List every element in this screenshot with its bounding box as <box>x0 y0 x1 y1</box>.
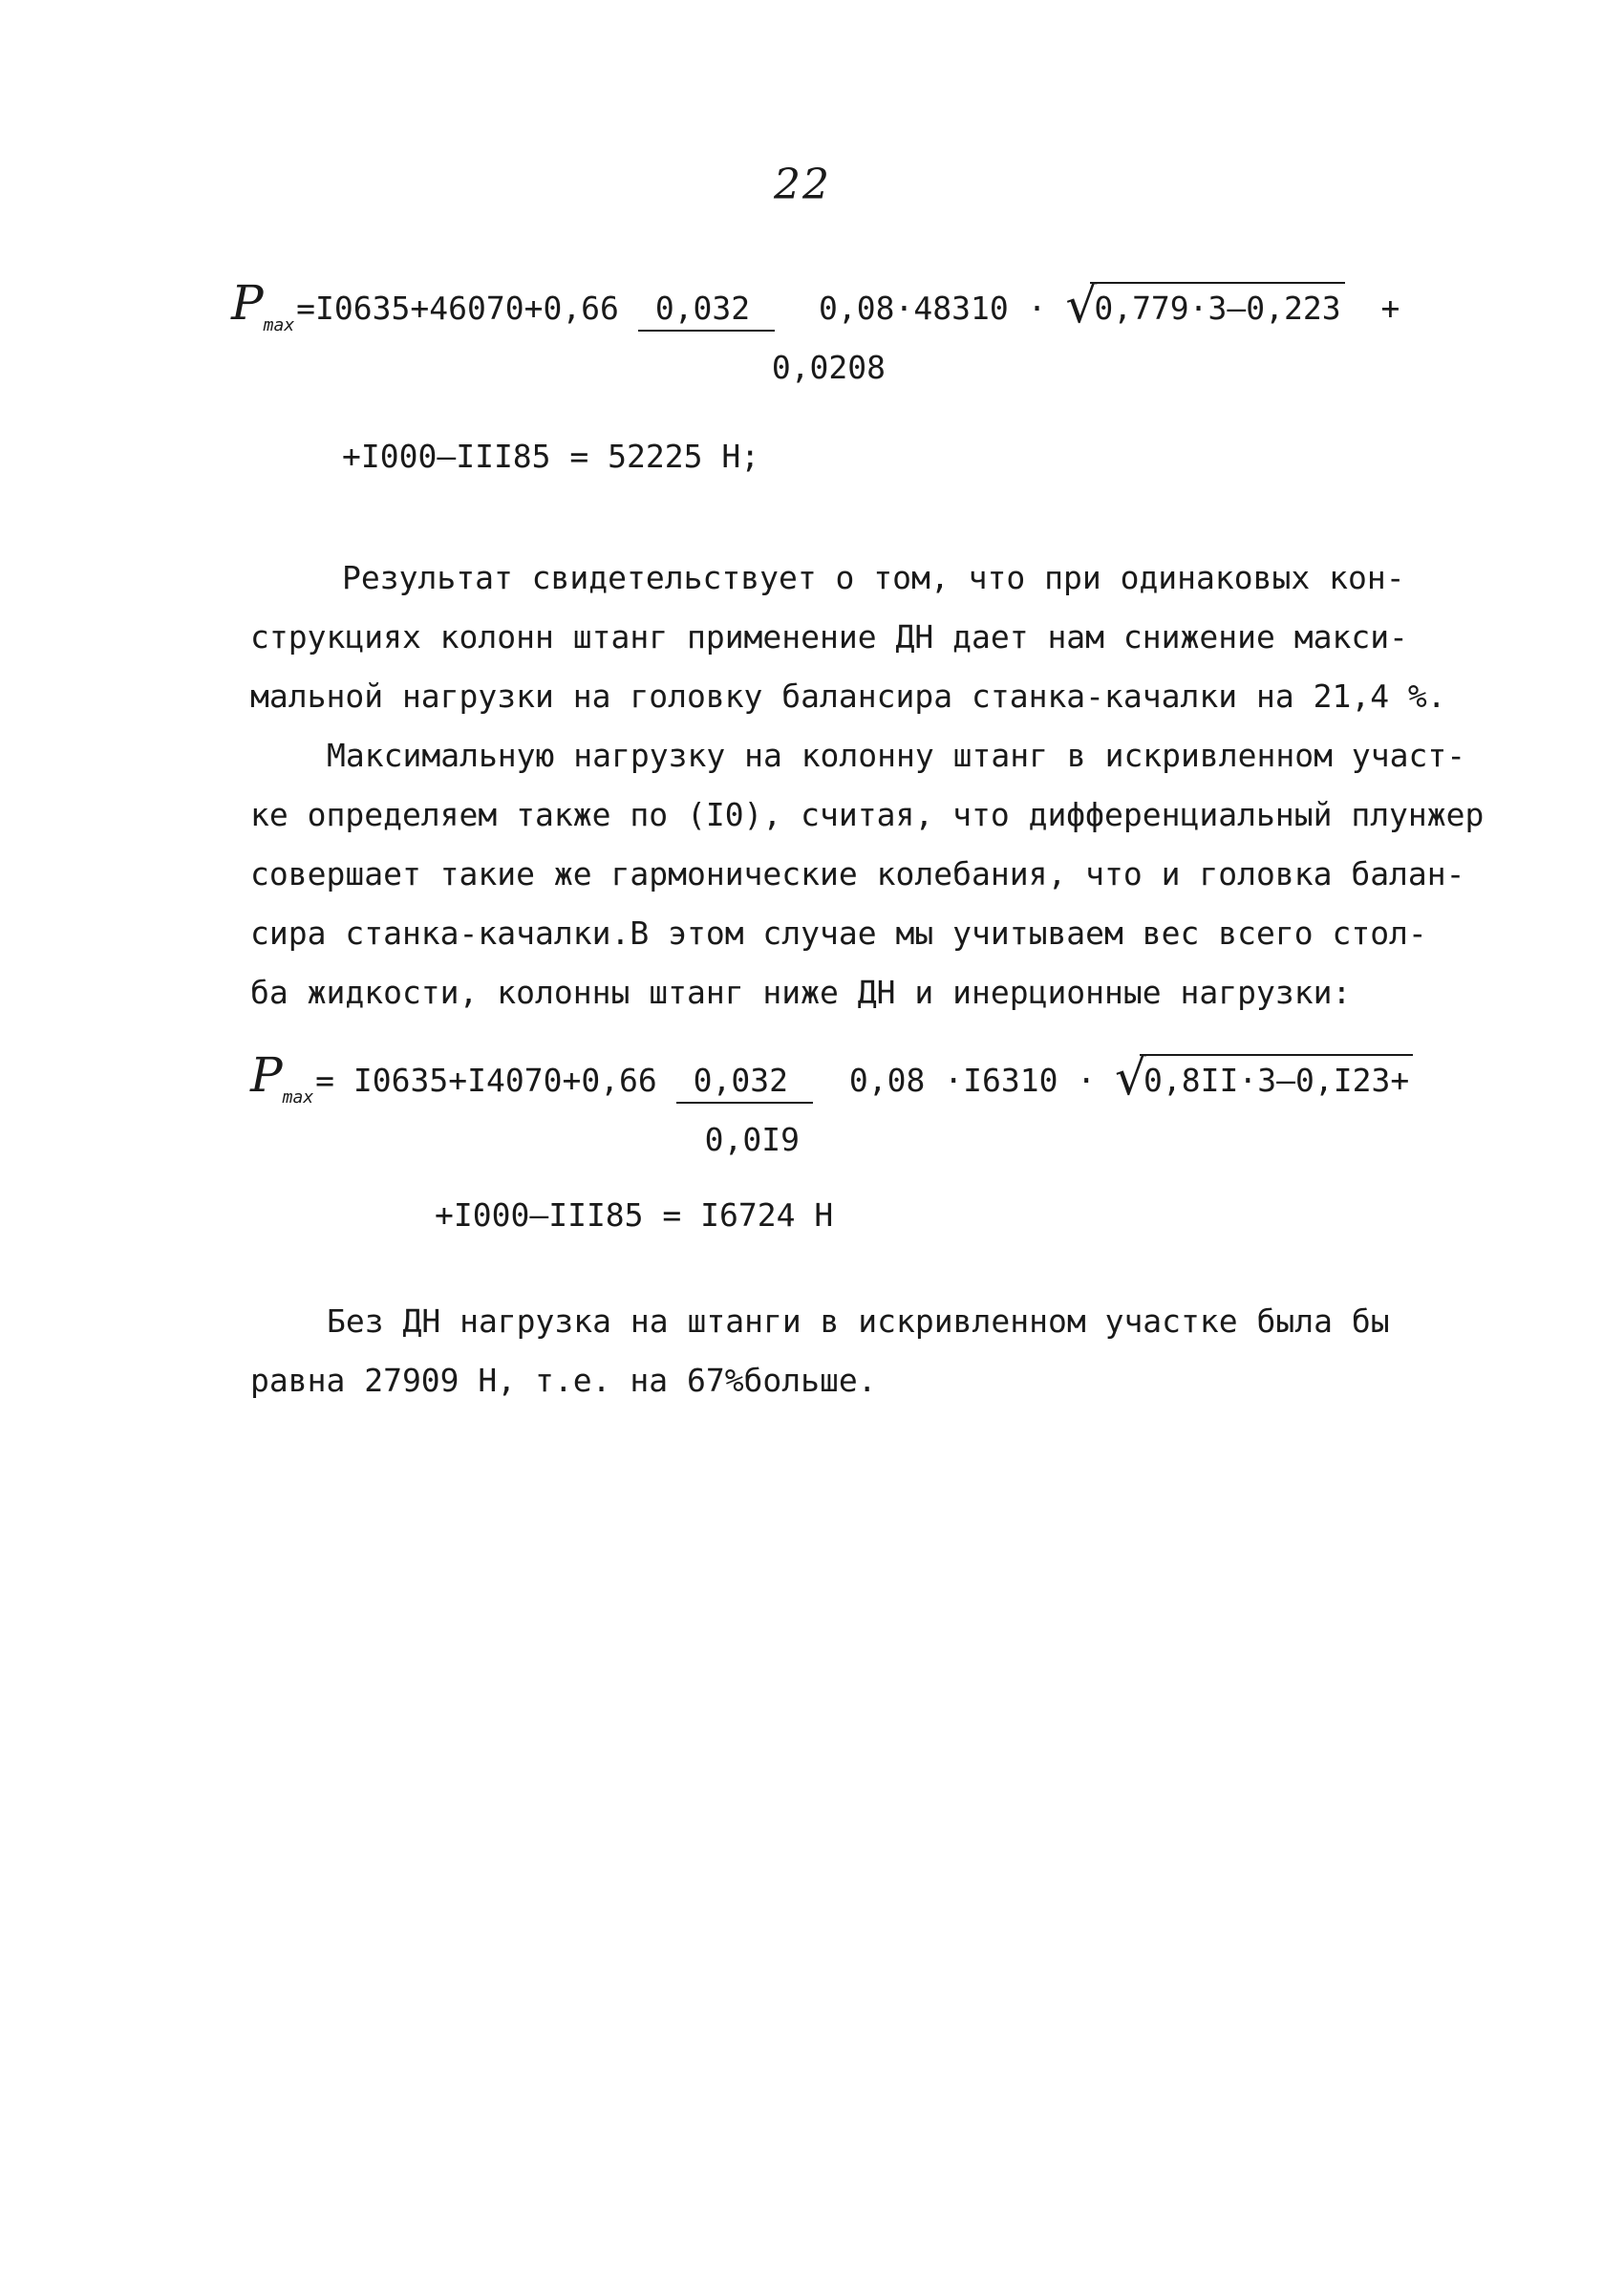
paragraph-line: Без ДН нагрузка на штанги в искривленном участке была бы <box>327 1302 1390 1340</box>
paragraph-line: ке определяем также по (I0), считая, что дифференциальный плунжер <box>250 796 1485 833</box>
paragraph-line: ба жидкости, колонны штанг ниже ДН и инерционные нагрузки: <box>250 974 1352 1011</box>
paragraph-line: Максимальную нагрузку на колонну штанг в искривленном участ- <box>327 737 1466 774</box>
radicand: 0,8II·3–0,I23+ <box>1140 1054 1413 1099</box>
paragraph-comparison <box>250 1292 1454 1410</box>
formula-continuation: +I000–III85 = I6724 Н <box>435 1196 834 1234</box>
radicand: 0,779·3–0,223 <box>1090 282 1344 327</box>
formula-trailing-plus: + <box>1380 290 1400 327</box>
fraction-numerator: 0,032 <box>638 292 775 332</box>
paragraph-line: совершает такие же гармонические колебания, что и головка балан- <box>250 855 1465 893</box>
fraction-denominator: 0,0I9 <box>704 1121 801 1158</box>
formula-middle-part: 0,08·48310 · <box>819 290 1047 327</box>
paragraph-method <box>250 726 1485 1022</box>
paragraph-line: Результат свидетельствует о том, что при одинаковых кон- <box>342 559 1405 596</box>
radical-sign-icon: √ <box>1065 277 1098 334</box>
formula-fraction <box>676 1062 813 1158</box>
formula-fraction <box>638 290 887 386</box>
paragraph-line: равна 27909 Н, т.е. на 67%больше. <box>250 1362 877 1399</box>
formula-subscript: max <box>263 315 295 335</box>
paragraph-line: сира станка-качалки.В этом случае мы учитываем вес всего стол- <box>250 914 1427 952</box>
formula-max-load-curved-section <box>250 1047 1413 1158</box>
formula-square-root <box>1065 277 1344 334</box>
page-number: 22 <box>774 161 831 209</box>
paragraph-line: струкциях колонн штанг применение ДН дает нам снижение макси- <box>250 618 1408 656</box>
paragraph-line: мальной нагрузки на головку балансира станка-качалки на 21,4 %. <box>250 678 1446 715</box>
formula-left-part: =I0635+46070+0,66 <box>296 290 619 327</box>
formula-max-load-conventional <box>231 275 1400 386</box>
formula-square-root <box>1115 1049 1413 1107</box>
formula-subscript: max <box>282 1087 314 1108</box>
paragraph-result <box>250 548 1454 726</box>
formula-symbol: P <box>250 1047 283 1103</box>
fraction-denominator: 0,0208 <box>771 349 887 386</box>
fraction-numerator: 0,032 <box>676 1065 813 1104</box>
formula-continuation: +I000–III85 = 52225 Н; <box>342 438 760 475</box>
formula-symbol: P <box>231 275 264 331</box>
formula-left-part: = I0635+I4070+0,66 <box>315 1062 657 1099</box>
formula-middle-part: 0,08 ·I6310 · <box>848 1062 1097 1099</box>
radical-sign-icon: √ <box>1115 1049 1147 1107</box>
